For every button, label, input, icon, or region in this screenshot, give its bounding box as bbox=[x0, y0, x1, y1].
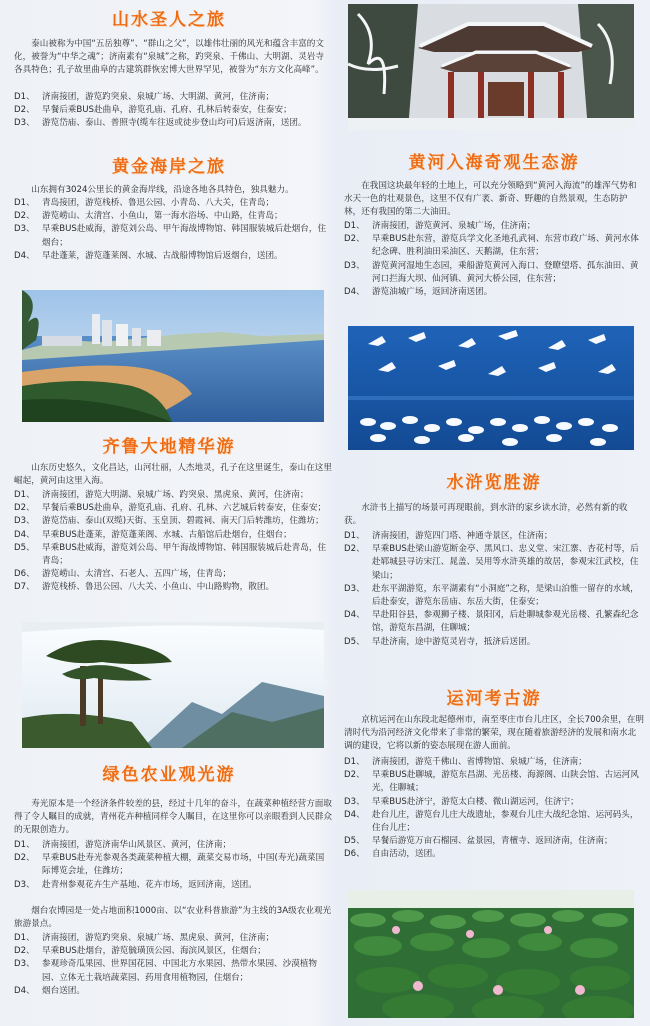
section-intro-lvse bbox=[14, 798, 332, 838]
day-text: 自由活动，送团。 bbox=[372, 849, 441, 860]
day-text: 早乘BUS赴烟台，游览毓璜顶公园、海滨风景区，住烟台； bbox=[42, 946, 266, 957]
day-label: D1、 bbox=[14, 198, 35, 208]
day-label: D7、 bbox=[14, 582, 35, 593]
day-text: 参观珍奇瓜果园、世界国花园、中国北方水果园、热带水果园、沙漠植物园、立体无土栽培蔬菜园、药用食用植物园，住烟台； bbox=[42, 959, 318, 983]
day-text: 游览黄河湿地生态园，乘船游览黄河入海口、登瞭望塔、孤东油田、黄河口拦海大坝、仙河镇、黄河大桥公园，住东营； bbox=[372, 260, 639, 284]
intro-text: 水浒书上描写的场景可再现眼前，到水浒的家乡读水浒，必然有新的收获。 bbox=[344, 503, 628, 527]
section-intro-yunhe bbox=[344, 714, 644, 754]
day-text: 青岛接团，游览栈桥、鲁迅公园、小青岛、八大关，住青岛； bbox=[42, 198, 275, 208]
itinerary-lvse bbox=[14, 839, 332, 892]
day-text: 早乘BUS赴济宁，游览太白楼、微山湖运河，住济宁； bbox=[372, 796, 579, 807]
section-intro-huanghe bbox=[344, 180, 644, 220]
section-title-qilu: 齐鲁大地精华游 bbox=[102, 437, 236, 457]
itinerary-day bbox=[14, 91, 332, 104]
itinerary-day bbox=[14, 515, 332, 528]
day-label: D1、 bbox=[14, 490, 35, 500]
day-label: D2、 bbox=[344, 770, 365, 781]
day-text: 早赴济南，途中游览灵岩寺，抵济后送团。 bbox=[372, 636, 536, 647]
day-label: D2、 bbox=[344, 544, 365, 555]
day-label: D4、 bbox=[14, 529, 35, 540]
day-text: 游览岱庙、泰山(双缆)天街、玉皇顶、碧霞祠、南天门后转潍坊，住潍坊； bbox=[42, 516, 324, 527]
day-text: 济南接团，游览黄河、泉城广场，住济南； bbox=[372, 221, 536, 231]
day-text: 早乘BUS赴东营，游览兵学文化圣地孔武祠、东营市政广场、黄河水体纪念碑、胜利油田采油区、天鹅湖，住东营； bbox=[372, 234, 639, 258]
day-text: 早赴阳谷县，参观狮子楼、景阳冈，后赴聊城参观光岳楼、孔繁森纪念馆，游览东昌湖，住聊城； bbox=[372, 610, 639, 634]
itinerary-day bbox=[14, 958, 332, 984]
day-text: 游览崂山、太清宫、小鱼山，第一海水浴场、中山路，住青岛； bbox=[42, 211, 283, 222]
day-label: D3、 bbox=[344, 583, 365, 594]
day-text: 早餐后游览万亩石榴园、盆景园，青檀寺、返回济南，住济南； bbox=[372, 836, 613, 847]
day-text: 赴青州参观花卉生产基地、花卉市场，返回济南，送团。 bbox=[42, 879, 257, 890]
itinerary-day bbox=[14, 104, 332, 117]
itinerary-day bbox=[14, 210, 332, 223]
itinerary-huangjin bbox=[14, 197, 332, 263]
section-title-lvse: 绿色农业观光游 bbox=[102, 765, 236, 785]
day-text: 早乘BUS赴威海，游览刘公岛、甲午海战博物馆、韩国服装城后赴青岛，住青岛； bbox=[42, 542, 327, 567]
itinerary-day bbox=[344, 769, 644, 795]
day-label: D6、 bbox=[14, 569, 35, 580]
day-label: D1、 bbox=[14, 840, 35, 850]
coastal-city-bay-photo bbox=[22, 290, 324, 422]
itinerary-day bbox=[344, 233, 644, 259]
day-text: 济南接团，游览趵突泉、泉城广场、大明湖、黄河，住济南； bbox=[42, 92, 275, 102]
section-intro-shanshui bbox=[14, 38, 332, 78]
intro-text: 山东历史悠久，文化昌达，山河壮丽，人杰地灵，孔子在这里诞生，泰山在这里崛起，黄河由这里入海。 bbox=[14, 463, 332, 487]
itinerary-day bbox=[344, 609, 644, 635]
intro-text: 泰山被称为中国“五岳独尊”、“群山之父”，以雄伟壮丽的风光和蕴含丰富的文化，被誉为“中华之魂”；济南素有“泉城”之称，趵突泉、千佛山、大明湖、灵岩寺各具特色；孔子故里曲阜的古建筑群恢宏博大世界罕见，被誉为“东方文化高峰”。 bbox=[14, 39, 324, 76]
day-text: 赴东平湖游览，东平湖素有“小洞庭”之称，是梁山泊惟一留存的水域，后赴泰安，游览东岳庙、东岳大街，住泰安； bbox=[372, 583, 639, 608]
itinerary-lvse-2 bbox=[14, 932, 332, 998]
itinerary-day bbox=[344, 835, 644, 848]
itinerary-day bbox=[14, 985, 332, 998]
day-label: D1、 bbox=[344, 757, 365, 767]
day-label: D3、 bbox=[344, 260, 365, 271]
day-label: D3、 bbox=[14, 516, 35, 527]
lotus-pond-photo bbox=[348, 890, 634, 1018]
day-text: 早乘BUS赴蓬莱，游览蓬莱阁、水城、古船馆后赴烟台，住烟台； bbox=[42, 529, 292, 540]
day-text: 济南接团，游览趵突泉、泉城广场、黑虎泉、黄河，住济南； bbox=[42, 933, 275, 943]
itinerary-day bbox=[14, 197, 332, 210]
day-label: D2、 bbox=[344, 234, 365, 245]
itinerary-day bbox=[14, 852, 332, 878]
itinerary-day bbox=[14, 529, 332, 542]
day-label: D3、 bbox=[14, 959, 35, 970]
itinerary-day bbox=[14, 489, 332, 502]
section-title-huanghe: 黄河入海奇观生态游 bbox=[408, 153, 580, 173]
day-label: D4、 bbox=[344, 287, 365, 298]
day-text: 济南接团，游览千佛山、省博物馆、泉城广场，住济南； bbox=[372, 757, 587, 767]
itinerary-day bbox=[344, 530, 644, 543]
day-label: D4、 bbox=[344, 610, 365, 621]
intro-text: 寿光原本是一个经济条件较差的县，经过十几年的奋斗，在蔬菜种植经营方面取得了令人瞩目的成就，青州花卉种植同样令人瞩目，在这里你可以亲眼看到人民群众的无限创造力。 bbox=[14, 799, 332, 836]
itinerary-day bbox=[14, 568, 332, 581]
itinerary-day bbox=[344, 636, 644, 649]
intro-text: 在我国这块最年轻的土地上，可以充分领略到“黄河入海流”的雄浑气势和水天一色的壮观景色，这里不仅有广袤、新奇、野趣的自然景观，生态防护林，还有我国的第二大油田。 bbox=[344, 181, 637, 218]
itinerary-day bbox=[14, 581, 332, 594]
day-text: 游览油城广场，返回济南送团。 bbox=[372, 287, 493, 298]
snowy-pavilion-photo bbox=[348, 4, 634, 130]
day-label: D2、 bbox=[14, 211, 35, 222]
day-text: 济南接团，游览大明湖、泉城广场、趵突泉、黑虎泉、黄河，住济南； bbox=[42, 490, 309, 500]
day-text: 早餐后乘BUS赴曲阜，游览孔庙、孔府、孔林、六艺城后转泰安，住泰安； bbox=[42, 503, 327, 514]
section-intro-qilu bbox=[14, 462, 332, 488]
day-text: 早乘BUS赴威海，游览刘公岛、甲午海战博物馆、韩国服装城后赴烟台，住烟台； bbox=[42, 224, 327, 248]
day-label: D3、 bbox=[14, 879, 35, 890]
day-text: 游览崂山、太清宫、石老人、五四广场，住青岛； bbox=[42, 569, 232, 580]
itinerary-day bbox=[14, 932, 332, 945]
day-text: 早餐后乘BUS赴曲阜，游览孔庙、孔府、孔林后转泰安，住泰安； bbox=[42, 105, 292, 116]
itinerary-day bbox=[14, 502, 332, 515]
day-label: D2、 bbox=[14, 946, 35, 957]
day-label: D1、 bbox=[14, 92, 35, 102]
day-label: D5、 bbox=[344, 636, 365, 647]
section-title-shanshui: 山水圣人之旅 bbox=[112, 10, 226, 30]
itinerary-day bbox=[14, 223, 332, 249]
itinerary-day bbox=[14, 879, 332, 892]
itinerary-day bbox=[344, 220, 644, 233]
itinerary-day bbox=[344, 260, 644, 286]
intro-text: 京杭运河在山东段北起德州市，南至枣庄市台儿庄区，全长700余里，在明清时代为沿河经济文化带来了非常的繁荣，现在随着旅游经济的发展和南水北调的建设，它将以新的姿态展现在游人面前。 bbox=[344, 715, 644, 752]
day-label: D1、 bbox=[344, 531, 365, 541]
day-label: D1、 bbox=[344, 221, 365, 231]
day-label: D2、 bbox=[14, 853, 35, 864]
day-text: 济南接团，游览四门塔、神通寺景区，住济南； bbox=[372, 531, 553, 541]
itinerary-day bbox=[344, 848, 644, 861]
itinerary-day bbox=[344, 583, 644, 609]
swans-wetland-photo bbox=[348, 326, 634, 450]
day-label: D3、 bbox=[344, 796, 365, 807]
section-title-yunhe: 运河考古游 bbox=[446, 689, 542, 709]
day-label: D3、 bbox=[14, 118, 35, 129]
itinerary-day bbox=[344, 796, 644, 809]
day-label: D5、 bbox=[14, 542, 35, 553]
day-label: D4、 bbox=[14, 250, 35, 261]
day-text: 烟台送团。 bbox=[42, 985, 85, 996]
itinerary-day bbox=[14, 117, 332, 130]
day-label: D1、 bbox=[14, 933, 35, 943]
section-intro-lvse-2 bbox=[14, 905, 332, 931]
itinerary-shanshui bbox=[14, 91, 332, 131]
itinerary-shuihu bbox=[344, 530, 644, 649]
intro-text: 烟台农博园是一处占地面积1000亩、以“农业科普旅游”为主线的3A级农业观光旅游景点。 bbox=[14, 906, 332, 930]
day-text: 早赴蓬莱，游览蓬莱阁、水城、古战船博物馆后返烟台，送团。 bbox=[42, 250, 283, 261]
day-text: 赴台儿庄，游览台儿庄大战遗址，参观台儿庄大战纪念馆、运河码头，住台儿庄； bbox=[372, 809, 639, 834]
itinerary-day bbox=[344, 809, 644, 835]
itinerary-day bbox=[344, 756, 644, 769]
section-title-huangjin: 黄金海岸之旅 bbox=[112, 157, 226, 177]
itinerary-day bbox=[14, 250, 332, 263]
itinerary-yunhe bbox=[344, 756, 644, 862]
day-text: 早乘BUS赴寿光参观各类蔬菜种植大棚，蔬菜交易市场，中国(寿光)蔬菜国际博览会址，住潍坊； bbox=[42, 853, 325, 877]
day-text: 游览栈桥、鲁迅公园、八大关、小鱼山、中山路购物，散团。 bbox=[42, 582, 275, 593]
intro-text: 山东拥有3024公里长的黄金海岸线，沿途各地各具特色，独具魅力。 bbox=[31, 185, 294, 195]
itinerary-day bbox=[14, 542, 332, 568]
day-label: D4、 bbox=[14, 985, 35, 996]
day-label: D4、 bbox=[344, 809, 365, 820]
day-label: D2、 bbox=[14, 105, 35, 116]
day-text: 游览岱庙、泰山、普照寺(缆车往返或徒步登山均可)后返济南，送团。 bbox=[42, 118, 307, 129]
section-title-shuihu: 水浒览胜游 bbox=[446, 473, 542, 493]
day-text: 早乘BUS赴聊城，游览东昌湖、光岳楼、海源阁、山陕会馆、古运河风光，住聊城； bbox=[372, 770, 639, 794]
day-label: D5、 bbox=[344, 836, 365, 847]
itinerary-huanghe bbox=[344, 220, 644, 299]
itinerary-day bbox=[344, 543, 644, 583]
mountain-pine-photo bbox=[22, 622, 324, 748]
itinerary-day bbox=[14, 839, 332, 852]
day-label: D3、 bbox=[14, 224, 35, 235]
itinerary-day bbox=[344, 286, 644, 299]
day-text: 济南接团，游览济南华山风景区、黄河，住济南； bbox=[42, 840, 232, 850]
itinerary-qilu bbox=[14, 489, 332, 595]
section-intro-huangjin bbox=[14, 184, 332, 197]
day-label: D6、 bbox=[344, 849, 365, 860]
day-text: 早乘BUS赴梁山游览断金亭、黑风口、忠义堂、宋江寨、杏花村等，后赴郓城县寻访宋江、晁盖、吴用等水浒英雄的故居，参观宋江武校，住梁山； bbox=[372, 544, 639, 581]
section-intro-shuihu bbox=[344, 502, 644, 528]
day-label: D2、 bbox=[14, 503, 35, 514]
itinerary-day bbox=[14, 945, 332, 958]
